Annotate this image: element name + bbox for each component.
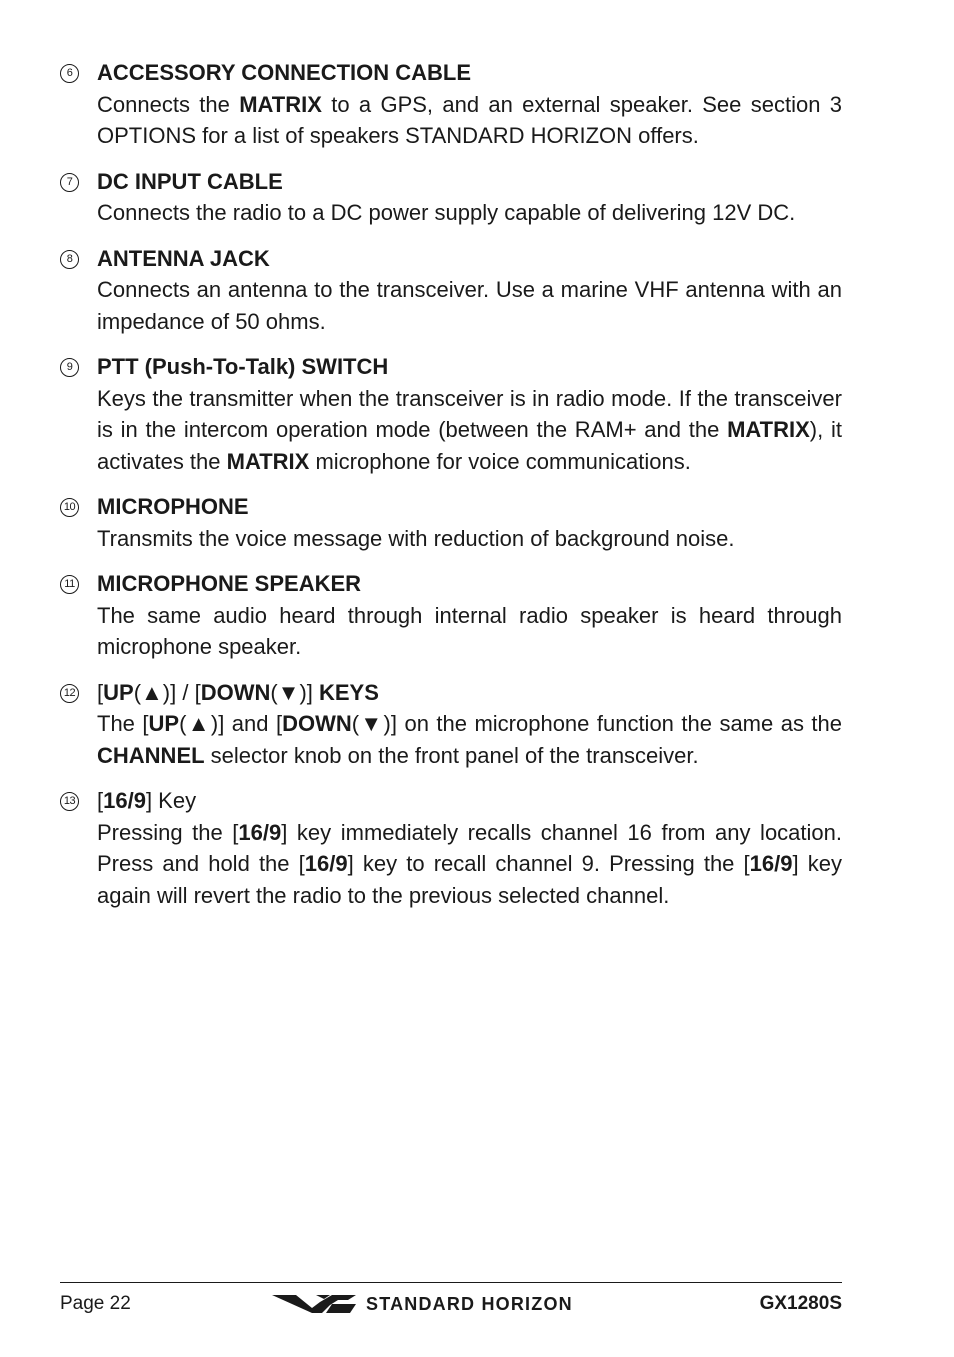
item-title: [16/9] Key	[97, 788, 197, 813]
item-description: The [UP(▲)] and [DOWN(▼)] on the microphone function the same as the CHANNEL selector knob on the front panel of the transceiver.	[97, 711, 842, 768]
brand-name: STANDARD HORIZON	[366, 1294, 573, 1314]
item-accessory-connection-cable	[60, 57, 842, 152]
manual-content	[60, 57, 842, 925]
item-antenna-jack	[60, 243, 842, 338]
item-description: Keys the transmitter when the transceiver is in radio mode. If the transceiver is in the intercom operation mode (between the RAM+ and the MATRIX), it activates the MATRIX microphone for voice communications.	[97, 385, 842, 474]
brand-wave-icon	[272, 1292, 358, 1316]
item-title: PTT (Push-To-Talk) SWITCH	[97, 354, 389, 379]
item-number-badge: 10	[60, 498, 79, 517]
item-number-badge: 13	[60, 792, 79, 811]
item-description: Transmits the voice message with reduction of background noise.	[97, 525, 735, 551]
item-description: The same audio heard through internal radio speaker is heard through microphone speaker.	[97, 602, 842, 659]
item-16-9-key	[60, 785, 842, 911]
item-number-badge: 9	[60, 358, 79, 377]
item-ptt-switch	[60, 351, 842, 477]
item-number-badge: 12	[60, 684, 79, 703]
item-title: MICROPHONE SPEAKER	[97, 571, 362, 596]
page-number: Page 22	[60, 1293, 131, 1314]
item-title: MICROPHONE	[97, 494, 249, 519]
page-footer	[60, 1290, 842, 1320]
item-title: ANTENNA JACK	[97, 245, 270, 271]
item-description: Connects an antenna to the transceiver. Use a marine VHF antenna with an impedance of 50 ohms.	[97, 277, 842, 334]
item-number-badge: 6	[60, 64, 79, 83]
item-title: [UP(▲)] / [DOWN(▼)] KEYS	[97, 679, 379, 705]
item-number-badge: 11	[60, 575, 79, 594]
item-up-down-keys	[60, 677, 842, 772]
item-number-badge: 8	[60, 250, 79, 269]
item-microphone	[60, 491, 842, 554]
item-number-badge: 7	[60, 173, 79, 192]
model-number: GX1280S	[759, 1293, 842, 1314]
item-microphone-speaker	[60, 568, 842, 663]
item-description: Pressing the [16/9] key immediately recalls channel 16 from any location. Press and hold the [16/9] key to recall channel 9. Pressing the [16/9] key again will revert the radio to the previous selected channel.	[97, 819, 842, 908]
item-description: Connects the radio to a DC power supply capable of delivering 12V DC.	[97, 200, 796, 225]
item-title: ACCESSORY CONNECTION CABLE	[97, 60, 472, 85]
item-dc-input-cable	[60, 166, 842, 229]
item-description: Connects the MATRIX to a GPS, and an external speaker. See section 3 OPTIONS for a list of speakers STANDARD HORIZON offers.	[97, 91, 843, 148]
footer-divider	[60, 1282, 842, 1283]
item-title: DC INPUT CABLE	[97, 168, 283, 194]
